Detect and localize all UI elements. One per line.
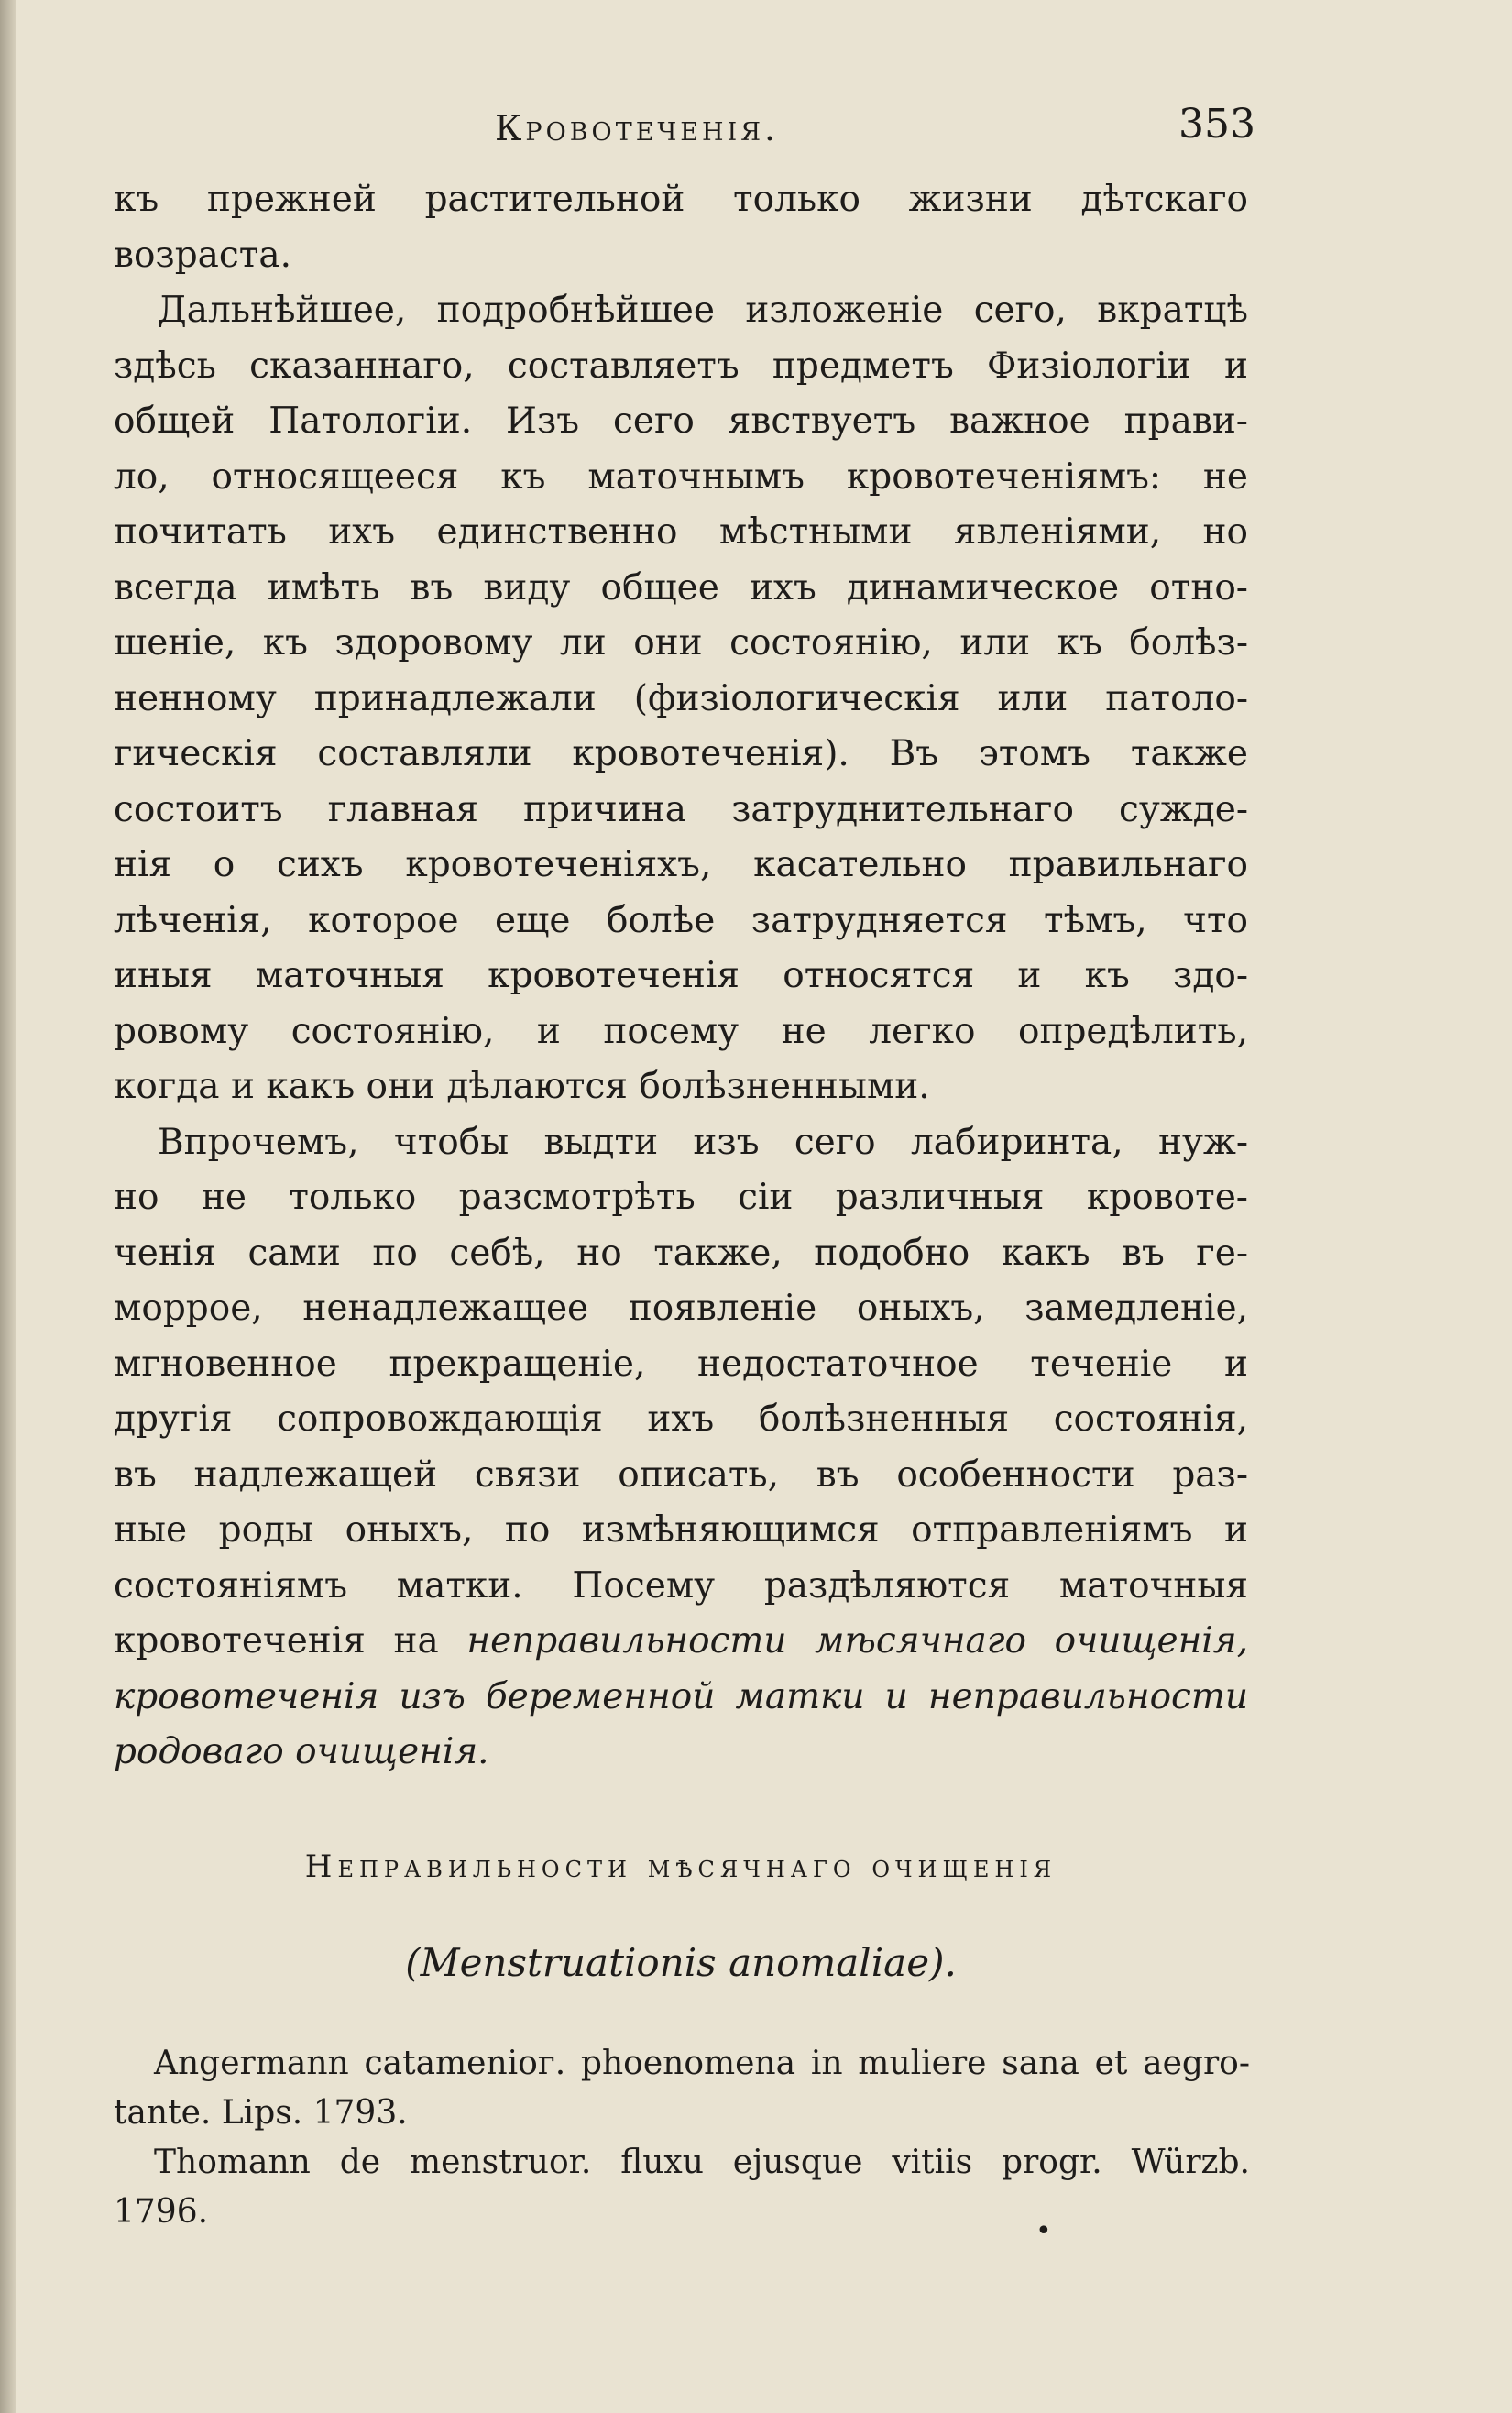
text-line: лѣченія, которое еще болѣе затрудняется тѣмъ, что [114, 899, 1248, 941]
text-line-with-italic [114, 1614, 1248, 1670]
text-fragment: кровотеченія на [114, 1620, 467, 1662]
reference-line: 1796. [114, 2193, 209, 2231]
text-line: въ надлежащей связи описать, въ особенности раз- [114, 1453, 1248, 1496]
bibliography [114, 2039, 1250, 2237]
text-line: ные роды оныхъ, по измѣняющимся отправленіямъ и [114, 1509, 1248, 1551]
section-heading: Неправильности мѣсячнаго очищенія [304, 1848, 1057, 1885]
text-line: общей Патологіи. Изъ сего явствуетъ важное прави- [114, 400, 1248, 442]
italic-term: неправильности мѣсячнаго очищенія, [466, 1620, 1248, 1662]
latin-subtitle: (Menstruationis anomaliae). [405, 1940, 957, 1985]
text-line: здѣсь сказаннаго, составляетъ предметъ Физіологіи и [114, 345, 1248, 387]
text-line: моррое, ненадлежащее появленіе оныхъ, замедленіе, [114, 1288, 1248, 1329]
text-line: гическія составляли кровотеченія). Въ этомъ также [114, 733, 1248, 774]
ink-mark: • [1035, 2215, 1052, 2247]
reference-line: Angermann catameniог. phoenomena in muliere sana et aegro- [154, 2045, 1250, 2082]
text-line: другія сопровождающія ихъ болѣзненныя состоянія, [114, 1398, 1248, 1440]
main-text [114, 172, 1248, 1781]
page-number: 353 [1178, 101, 1255, 148]
text-line: состоитъ главная причина затруднительнаго сужде- [114, 788, 1248, 830]
text-line: но не только разсмотрѣть сіи различныя кровоте- [114, 1177, 1248, 1218]
text-line: нія о сихъ кровотеченіяхъ, касательно правильнаго [114, 844, 1248, 885]
text-line: ченія сами по себѣ, но также, подобно какъ въ ге- [114, 1232, 1248, 1274]
running-title: Кровотеченія. [495, 108, 780, 148]
italic-line: родоваго очищенія. [114, 1731, 489, 1772]
text-line: почитать ихъ единственно мѣстными явленіями, но [114, 511, 1248, 553]
reference-line: tante. Lips. 1793. [114, 2094, 408, 2132]
text-line: иныя маточныя кровотеченія относятся и къ здо- [114, 955, 1248, 996]
text-line: всегда имѣть въ виду общее ихъ динамическое отно- [114, 566, 1248, 609]
text-line: когда и какъ они дѣлаются болѣзненными. [114, 1066, 930, 1107]
text-line: ло, относящееся къ маточнымъ кровотеченіямъ: не [114, 455, 1248, 498]
text-line: ненному принадлежали (физіологическія или патоло- [114, 677, 1248, 719]
text-line: состояніямъ матки. Посему раздѣляются маточныя [114, 1564, 1248, 1607]
running-header [110, 101, 1255, 163]
text-line: мгновенное прекращеніе, недостаточное теченіе и [114, 1343, 1248, 1385]
reference-line: Thomann de menstruor. fluxu ejusque vitiis progr. Würzb. [154, 2144, 1250, 2181]
italic-line: кровотеченія изъ беременной матки и неправильности [114, 1675, 1248, 1717]
text-line: возраста. [114, 234, 291, 276]
text-line: ровому состоянію, и посему не легко опредѣлить, [114, 1010, 1248, 1052]
text-line: къ прежней растительной только жизни дѣтскаго [114, 179, 1248, 220]
text-line: Впрочемъ, чтобы выдти изъ сего лабиринта, нуж- [158, 1121, 1248, 1163]
text-line: Дальнѣйшее, подробнѣйшее изложеніе сего, вкратцѣ [158, 290, 1248, 331]
text-line: шеніе, къ здоровому ли они состоянію, или къ болѣз- [114, 622, 1248, 664]
